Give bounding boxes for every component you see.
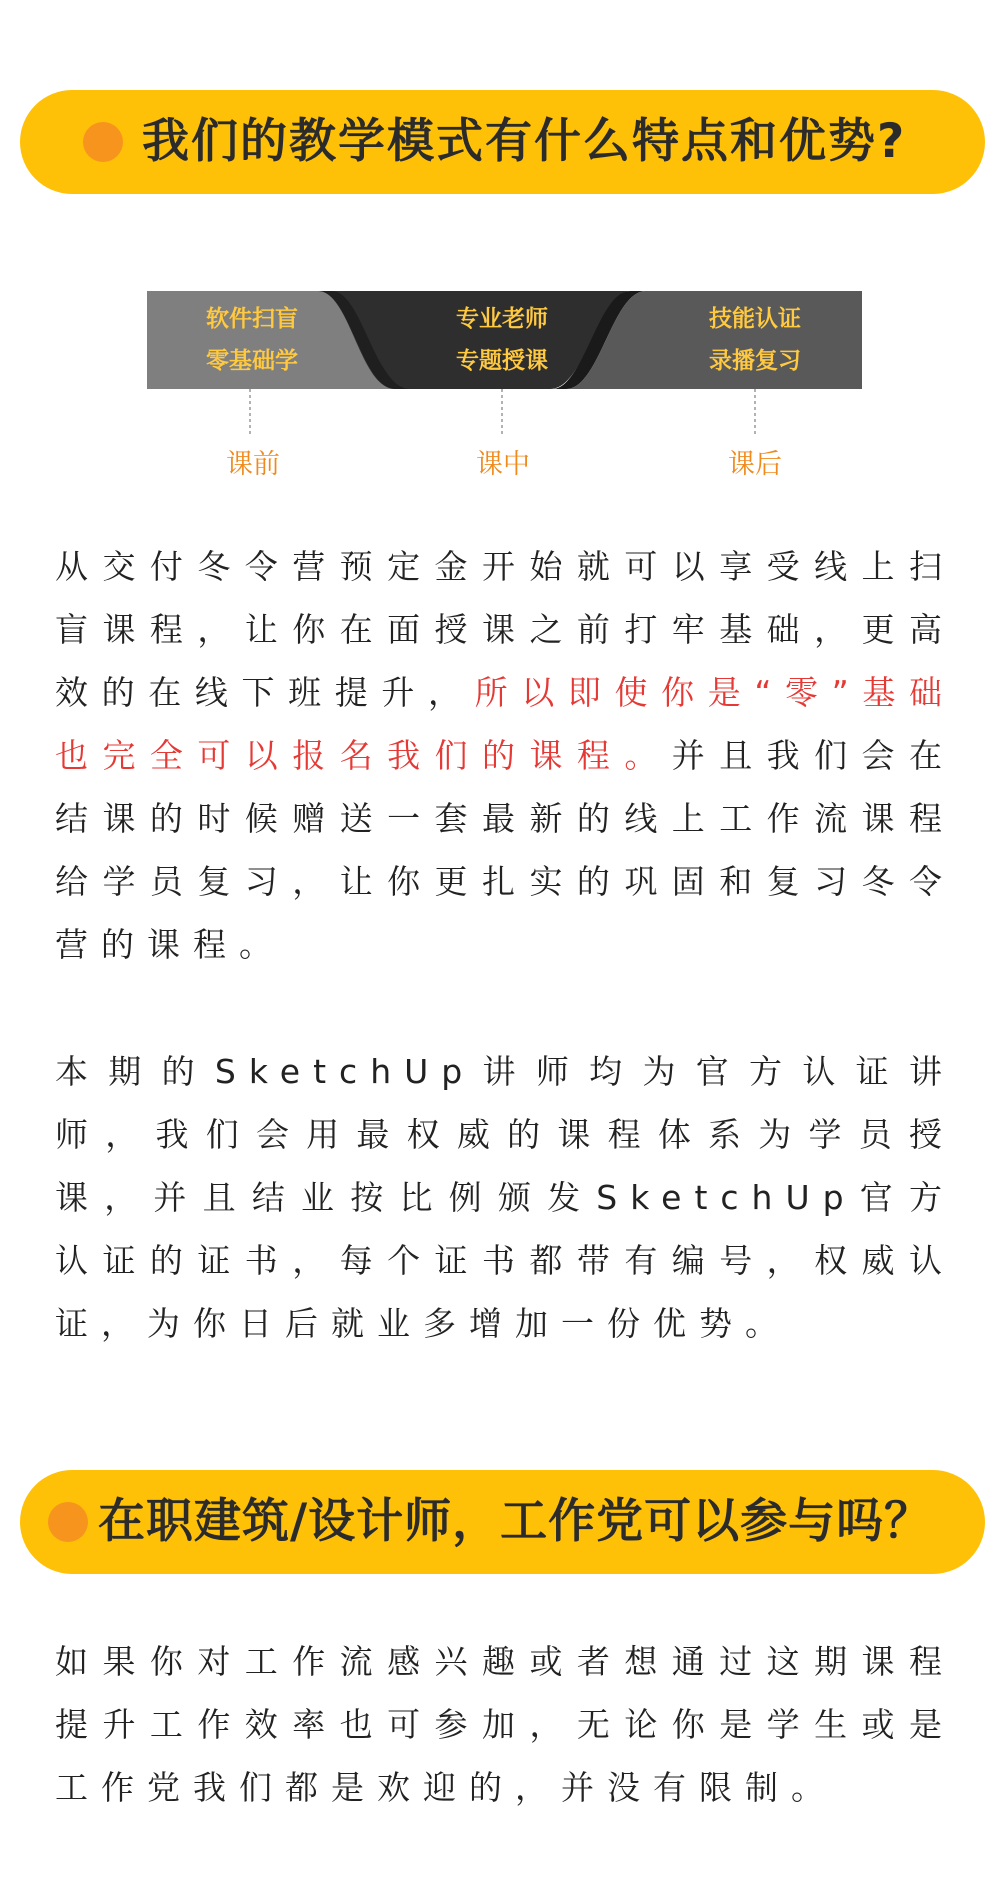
orange-dot-icon xyxy=(48,1502,88,1542)
step-2-text xyxy=(412,298,592,382)
features-paragraph-2: 本期的SketchUp讲师均为官方认证讲师，我们会用最权威的课程体系为学员授课，并且结业按比例颁发SketchUp官方认证的证书，每个证书都带有编号，权威认证，为你日后就业多增加一份优势。 xyxy=(55,1052,955,1343)
section-title: 在职建筑/设计师，工作党可以参与吗？ xyxy=(98,1494,933,1549)
teaching-process-diagram xyxy=(0,285,1000,485)
step-3-line1: 技能认证 xyxy=(709,306,801,332)
step-1-text xyxy=(162,298,342,382)
step-2-line1: 专业老师 xyxy=(456,306,548,332)
stage-label-after: 课后 xyxy=(728,449,782,480)
step-1-line2: 零基础学 xyxy=(206,348,298,374)
step-3-text xyxy=(665,298,845,382)
section-banner-features xyxy=(20,90,985,194)
features-paragraph-1 xyxy=(55,535,955,976)
step-2-line2: 专题授课 xyxy=(456,348,548,374)
step-1-line1: 软件扫盲 xyxy=(206,306,298,332)
orange-dot-icon xyxy=(83,122,123,162)
section-banner-working-professionals xyxy=(20,1470,985,1574)
stage-label-before: 课前 xyxy=(226,449,280,480)
eligibility-paragraph: 如果你对工作流感兴趣或者想通过这期课程提升工作效率也可参加，无论你是学生或是工作党我们都是欢迎的，并没有限制。 xyxy=(55,1642,955,1807)
highlight-text: 所以即使你是“零”基础也完全可以报名我们的课程。 xyxy=(55,673,955,775)
section-title: 我们的教学模式有什么特点和优势? xyxy=(142,114,907,169)
paragraph-text: 从交付冬令营预定金开始就可以享受线上扫盲课程，让你在面授课之前打牢基础，更高效的在线下班提升， xyxy=(55,547,955,712)
paragraph-text-continued: 并且我们会在结课的时候赠送一套最新的线上工作流课程给学员复习，让你更扎实的巩固和复习冬令营的课程。 xyxy=(55,736,956,964)
stage-label-during: 课中 xyxy=(476,449,530,480)
step-3-line2: 录播复习 xyxy=(709,348,801,374)
